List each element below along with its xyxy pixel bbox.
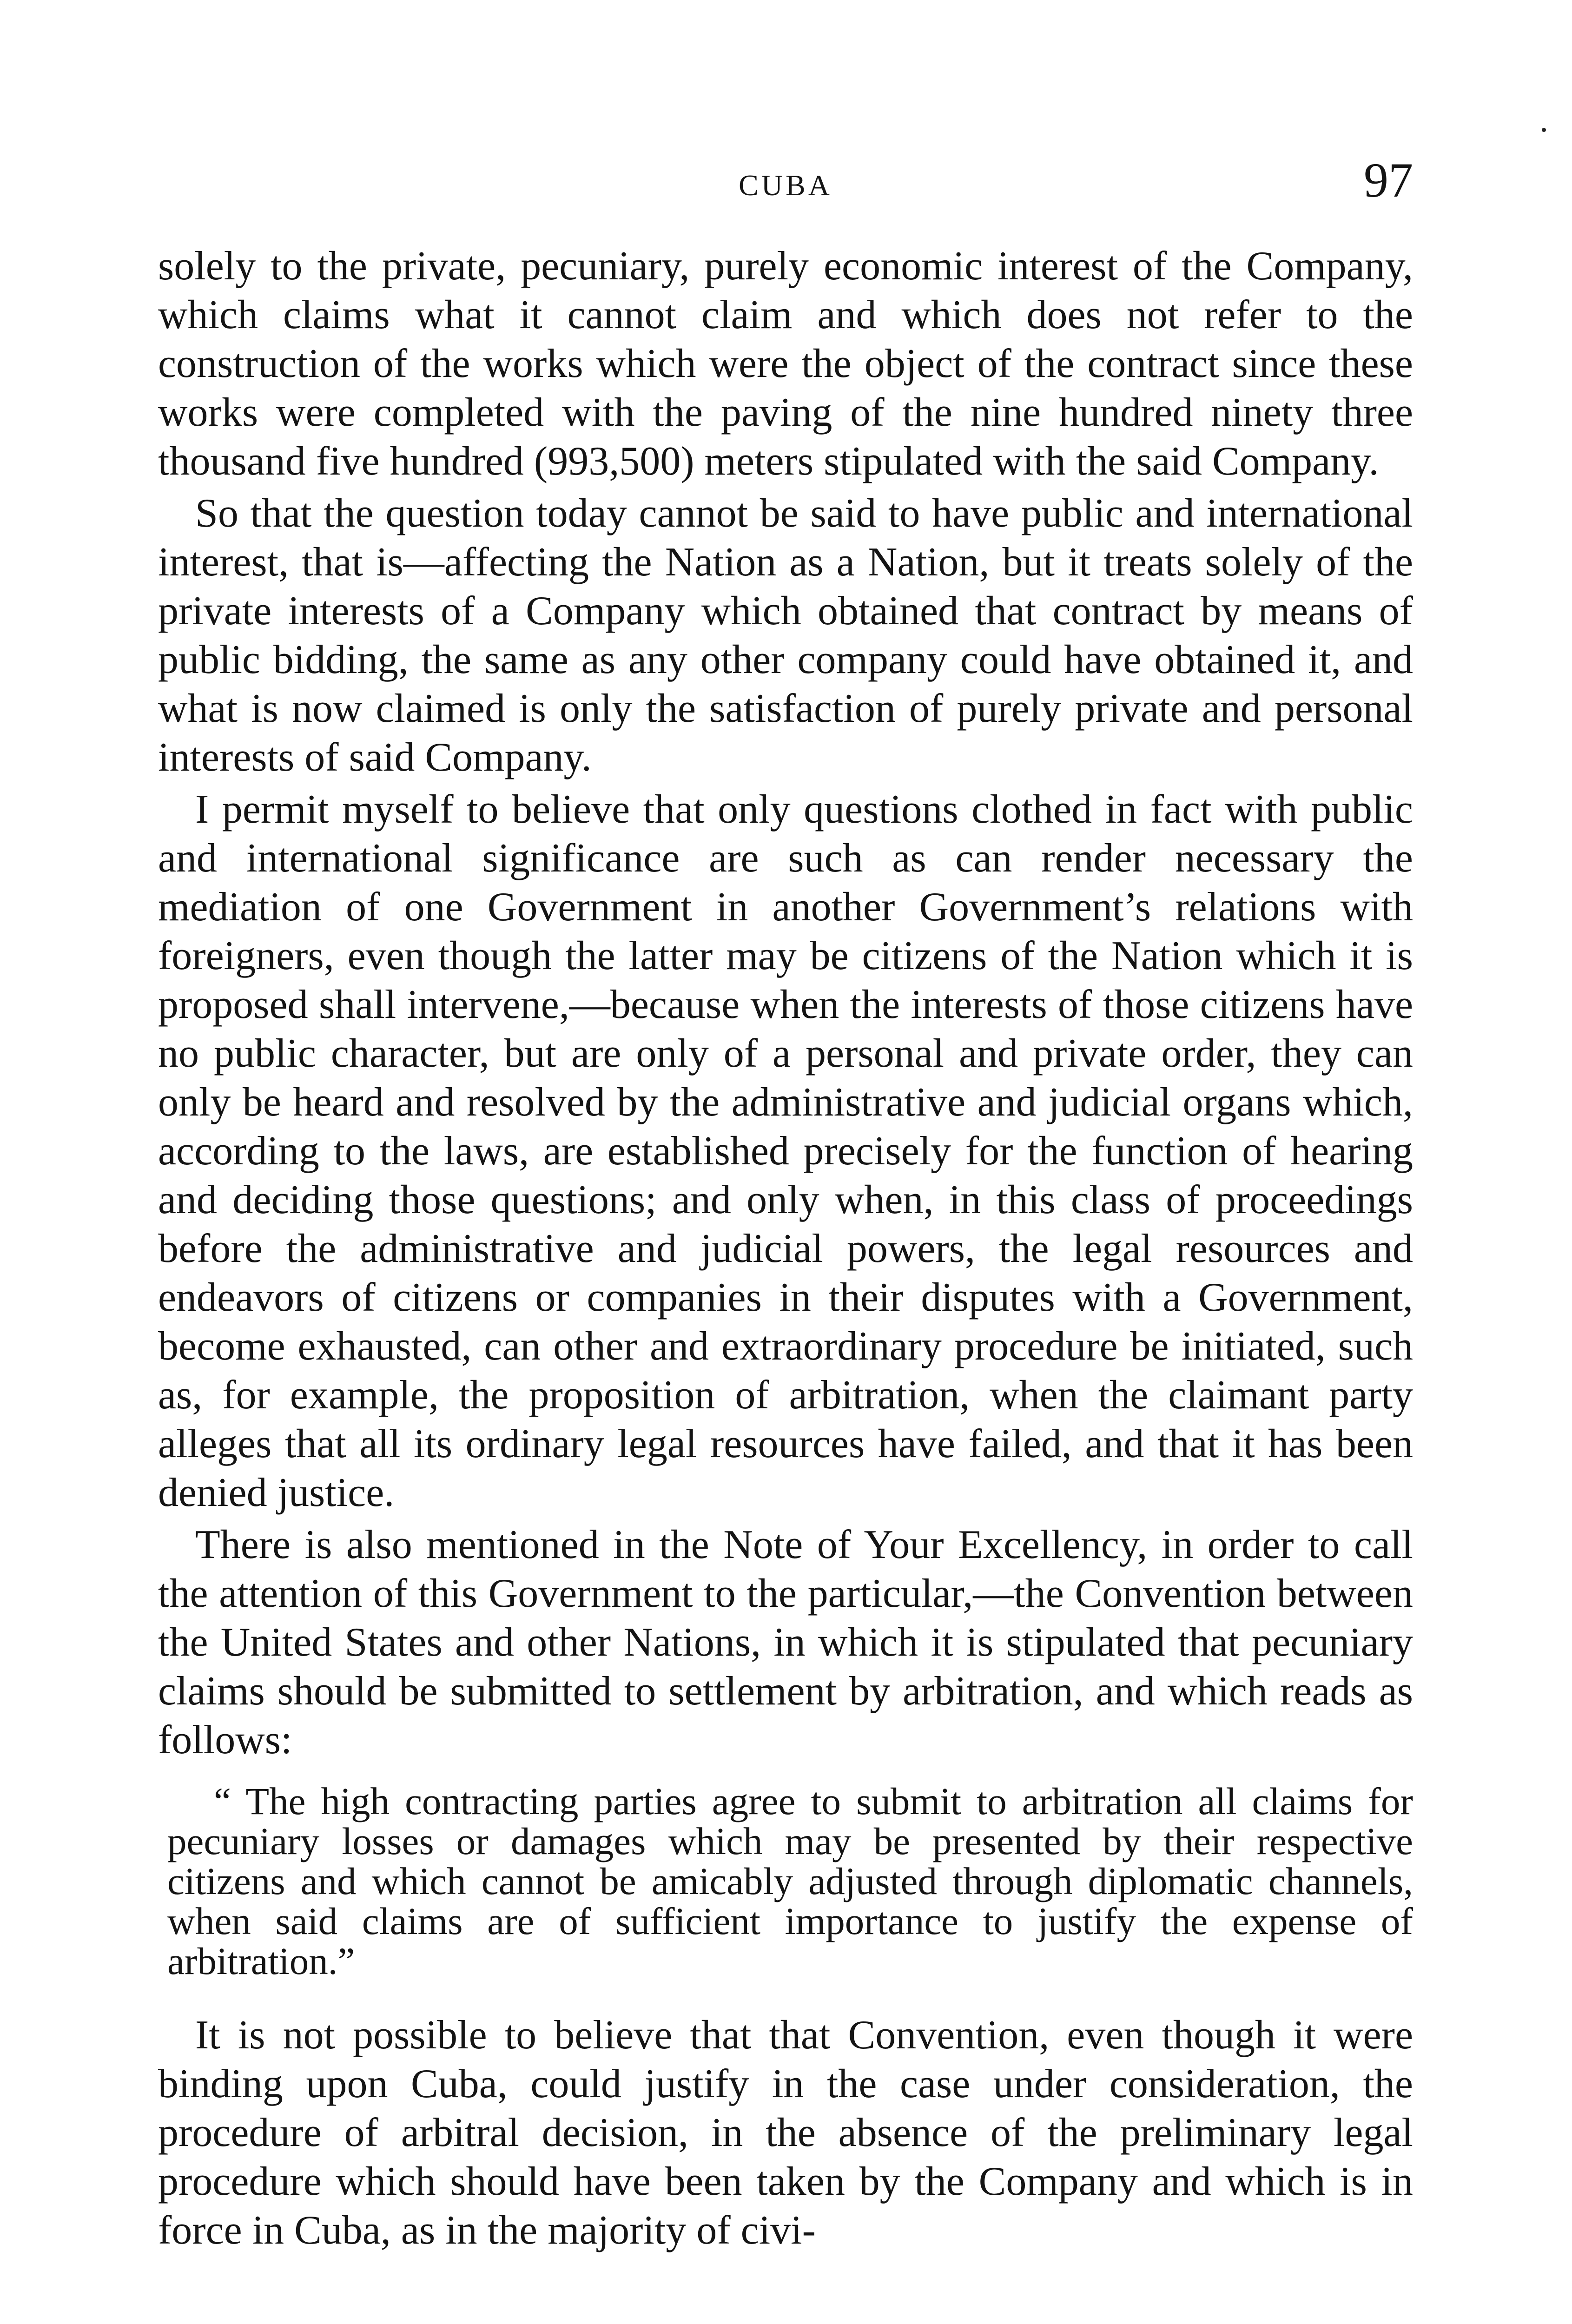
- paragraph-public-interest: So that the question today cannot be said to have public and international interest, that is—affecting the Nation as a Nation, but it treats solely of the private interests of a Company which obtained that contract by means of public bidding, the same as any other company could have obtained it, and what is now claimed is only the satisfaction of purely private and personal interests of said Company.: [158, 491, 1413, 780]
- paragraph-final: It is not possible to believe that that Convention, even though it were binding upon Cuba, could justify in the case under consideration, the procedure of arbitral decision, in the absence of the preliminary legal procedure which should have been taken by the Company and which is in force in Cuba, as in the majority of civi-: [158, 2013, 1413, 2253]
- running-title: CUBA: [739, 169, 832, 202]
- body-text: [158, 242, 1413, 2258]
- paragraph-convention: There is also mentioned in the Note of Your Excellency, in order to call the attention of this Government to the particular,—the Convention between the United States and other Nations, in which it is stipulated that pecuniary claims should be submitted to settlement by arbitration, and which reads as follows:: [158, 1522, 1413, 1763]
- running-head: [158, 153, 1413, 211]
- paragraph-continued: solely to the private, pecuniary, purely economic interest of the Company, which claims what it cannot claim and which does not refer to the construction of the works which were the object of the contract since these works were completed with the paving of the nine hundred ninety three thousand five hundred (993,500) meters stipulated with the said Company.: [158, 244, 1413, 484]
- scan-speck: [1542, 128, 1546, 132]
- page-number: 97: [1364, 153, 1413, 207]
- paragraph-mediation: I permit myself to believe that only questions clothed in fact with public and international significance are such as can render necessary the mediation of one Government in another Government’s relations with foreigners, even though the latter may be citizens of the Nation which it is proposed shall intervene,—because when the interests of those citizens have no public character, but are only of a personal and private order, they can only be heard and resolved by the administrative and judicial organs which, according to the laws, are established precisely for the function of hearing and deciding those questions; and only when, in this class of proceedings before the administrative and judicial powers, the legal resources and endeavors of citizens or companies in their disputes with a Government, become exhausted, can other and extraordinary procedure be initiated, such as, for example, the proposition of arbitration, when the claimant party alleges that all its ordinary legal resources have failed, and that it has been denied justice.: [158, 787, 1413, 1515]
- block-quote: “ The high contracting parties agree to submit to arbitration all claims for pecuniary losses or damages which may be presented by their respective citizens and which cannot be amicably adjusted through diplomatic channels, when said claims are of sufficient importance to justify the expense of arbitration.”: [167, 1780, 1413, 1982]
